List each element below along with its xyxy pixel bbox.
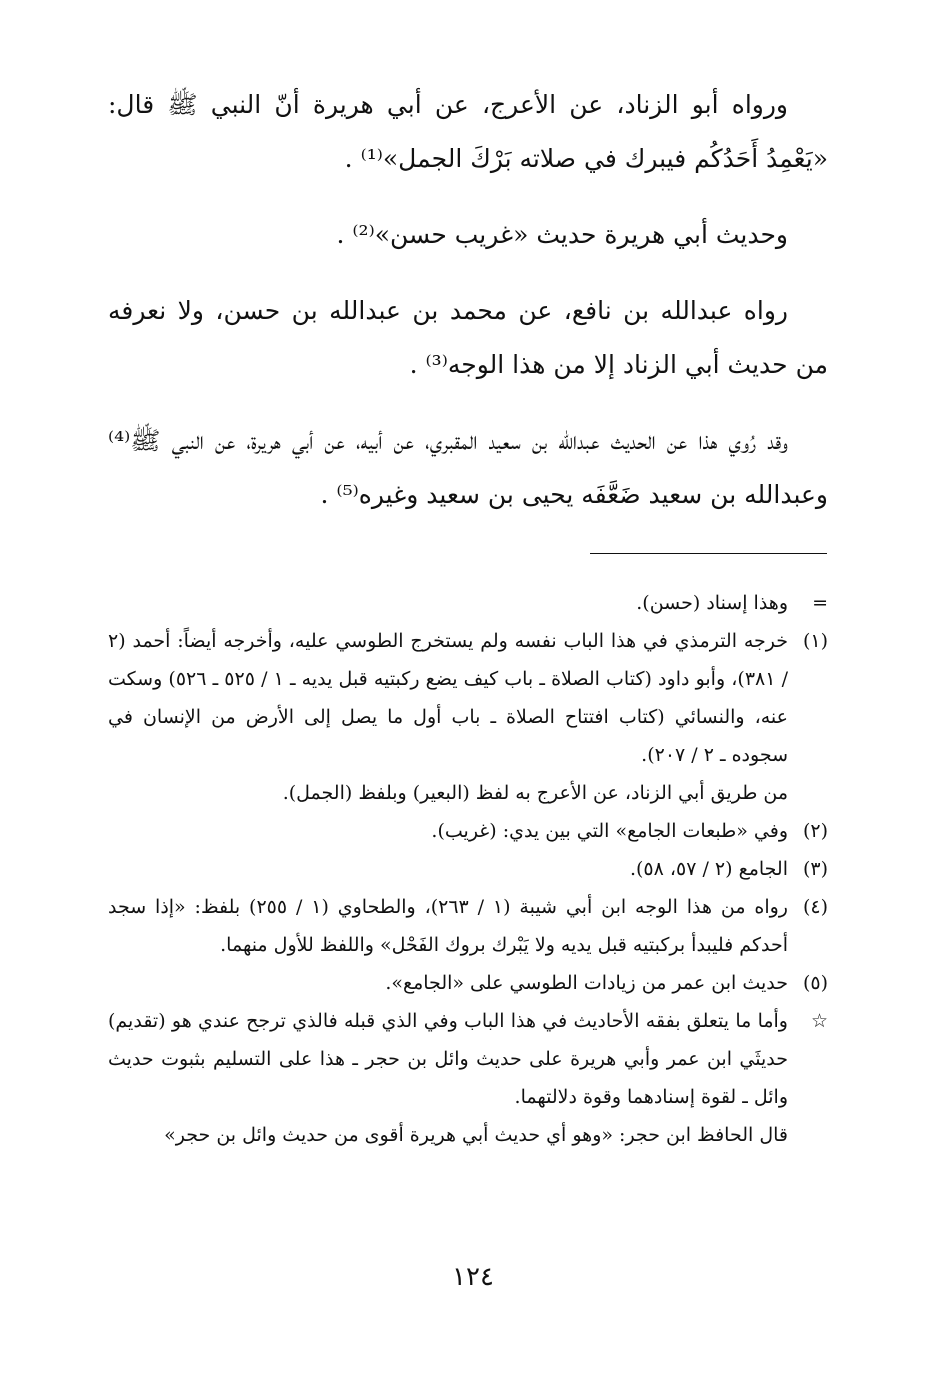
- footnote-separator: [590, 553, 827, 554]
- paragraph-3: رواه عبدالله بن نافع، عن محمد بن عبدالله بن حسن، ولا نعرفه من حديث أبي الزناد إلا من هذا الوجه⁽³⁾ .: [108, 296, 828, 379]
- footnote-1: [108, 622, 828, 774]
- main-text: [108, 78, 828, 544]
- footnote-3: [108, 850, 828, 888]
- footnote-star: [108, 1002, 828, 1116]
- paragraph-1: ورواه أبو الزناد، عن الأعرج، عن أبي هريرة أنّ النبي ﷺ قال: «يَعْمِدُ أَحَدُكُم فيبرك في صلاته بَرْكَ الجمل»⁽¹⁾ .: [108, 90, 828, 173]
- footnote-text: وهذا إسناد (حسن).: [636, 592, 788, 614]
- footnote-text: من طريق أبي الزناد، عن الأعرج به لفظ (البعير) وبلفظ (الجمل).: [282, 782, 788, 804]
- footnote-marker: (١): [802, 630, 828, 652]
- paragraph-2: وحديث أبي هريرة حديث «غريب حسن»⁽²⁾ .: [336, 220, 788, 249]
- footnote-marker: (٢): [802, 820, 828, 842]
- footnotes: [108, 584, 828, 1154]
- footnote-text: حديث ابن عمر من زيادات الطوسي على «الجامع».: [385, 972, 788, 994]
- footnote-marker: (٣): [802, 858, 828, 880]
- footnote-marker: =: [812, 592, 828, 614]
- footnote-text: قال الحافظ ابن حجر: «وهو أي حديث أبي هريرة أقوى من حديث وائل بن حجر»: [164, 1124, 788, 1146]
- footnote-2: [108, 812, 828, 850]
- footnote-text: وفي «طبعات الجامع» التي بين يدي: (غريب).: [431, 820, 788, 842]
- star-icon: ☆: [810, 1010, 828, 1032]
- footnote-marker: (٥): [802, 972, 828, 994]
- footnote-marker: (٤): [802, 896, 828, 918]
- footnote-text: رواه من هذا الوجه ابن أبي شيبة (١ / ٢٦٣)، والطحاوي (١ / ٢٥٥) بلفظ: «إذا سجد أحدكم فليبدأ بركبتيه قبل يديه ولا يَبْرك بروك الفَحْل» واللفظ للأول منهما.: [108, 896, 788, 956]
- footnote-1-continued: [108, 774, 828, 812]
- footnote-text: خرجه الترمذي في هذا الباب نفسه ولم يستخرج الطوسي عليه، وأخرجه أيضاً: أحمد (٢ / ٣٨١)، وأبو داود (كتاب الصلاة ـ باب كيف يضع ركبتيه قبل يديه ـ ١ / ٥٢٥ ـ ٥٢٦) وسكت عنه، والنسائي (كتاب افتتاح الصلاة ـ باب أول ما يصل إلى الأرض من الإنسان في سجوده ـ ٢ / ٢٠٧).: [108, 630, 788, 766]
- page-number: ١٢٤: [452, 1262, 494, 1292]
- footnote-continuation: [108, 584, 828, 622]
- paragraph-4: وقد رُوي هذا عن الحديث عبدالله بن سعيد المقبري، عن أبيه، عن أبي هريرة، عن النبي ﷺ⁽⁴⁾ وعبدالله بن سعيد ضَعَّفَه يحيى بن سعيد وغيره⁽⁵⁾ .: [108, 426, 828, 509]
- footnote-text: وأما ما يتعلق بفقه الأحاديث في هذا الباب وفي الذي قبله فالذي ترجح عندي هو (تقديم) حديثَي ابن عمر وأبي هريرة على حديث وائل بن حجر ـ هذا على التسليم بثبوت حديث وائل ـ لقوة إسنادهما وقوة دلالتهما.: [108, 1010, 788, 1108]
- footnote-text: الجامع (٢ / ٥٧، ٥٨).: [629, 858, 788, 880]
- footnote-4: [108, 888, 828, 964]
- footnote-5: [108, 964, 828, 1002]
- footnote-star-continued: [108, 1116, 828, 1154]
